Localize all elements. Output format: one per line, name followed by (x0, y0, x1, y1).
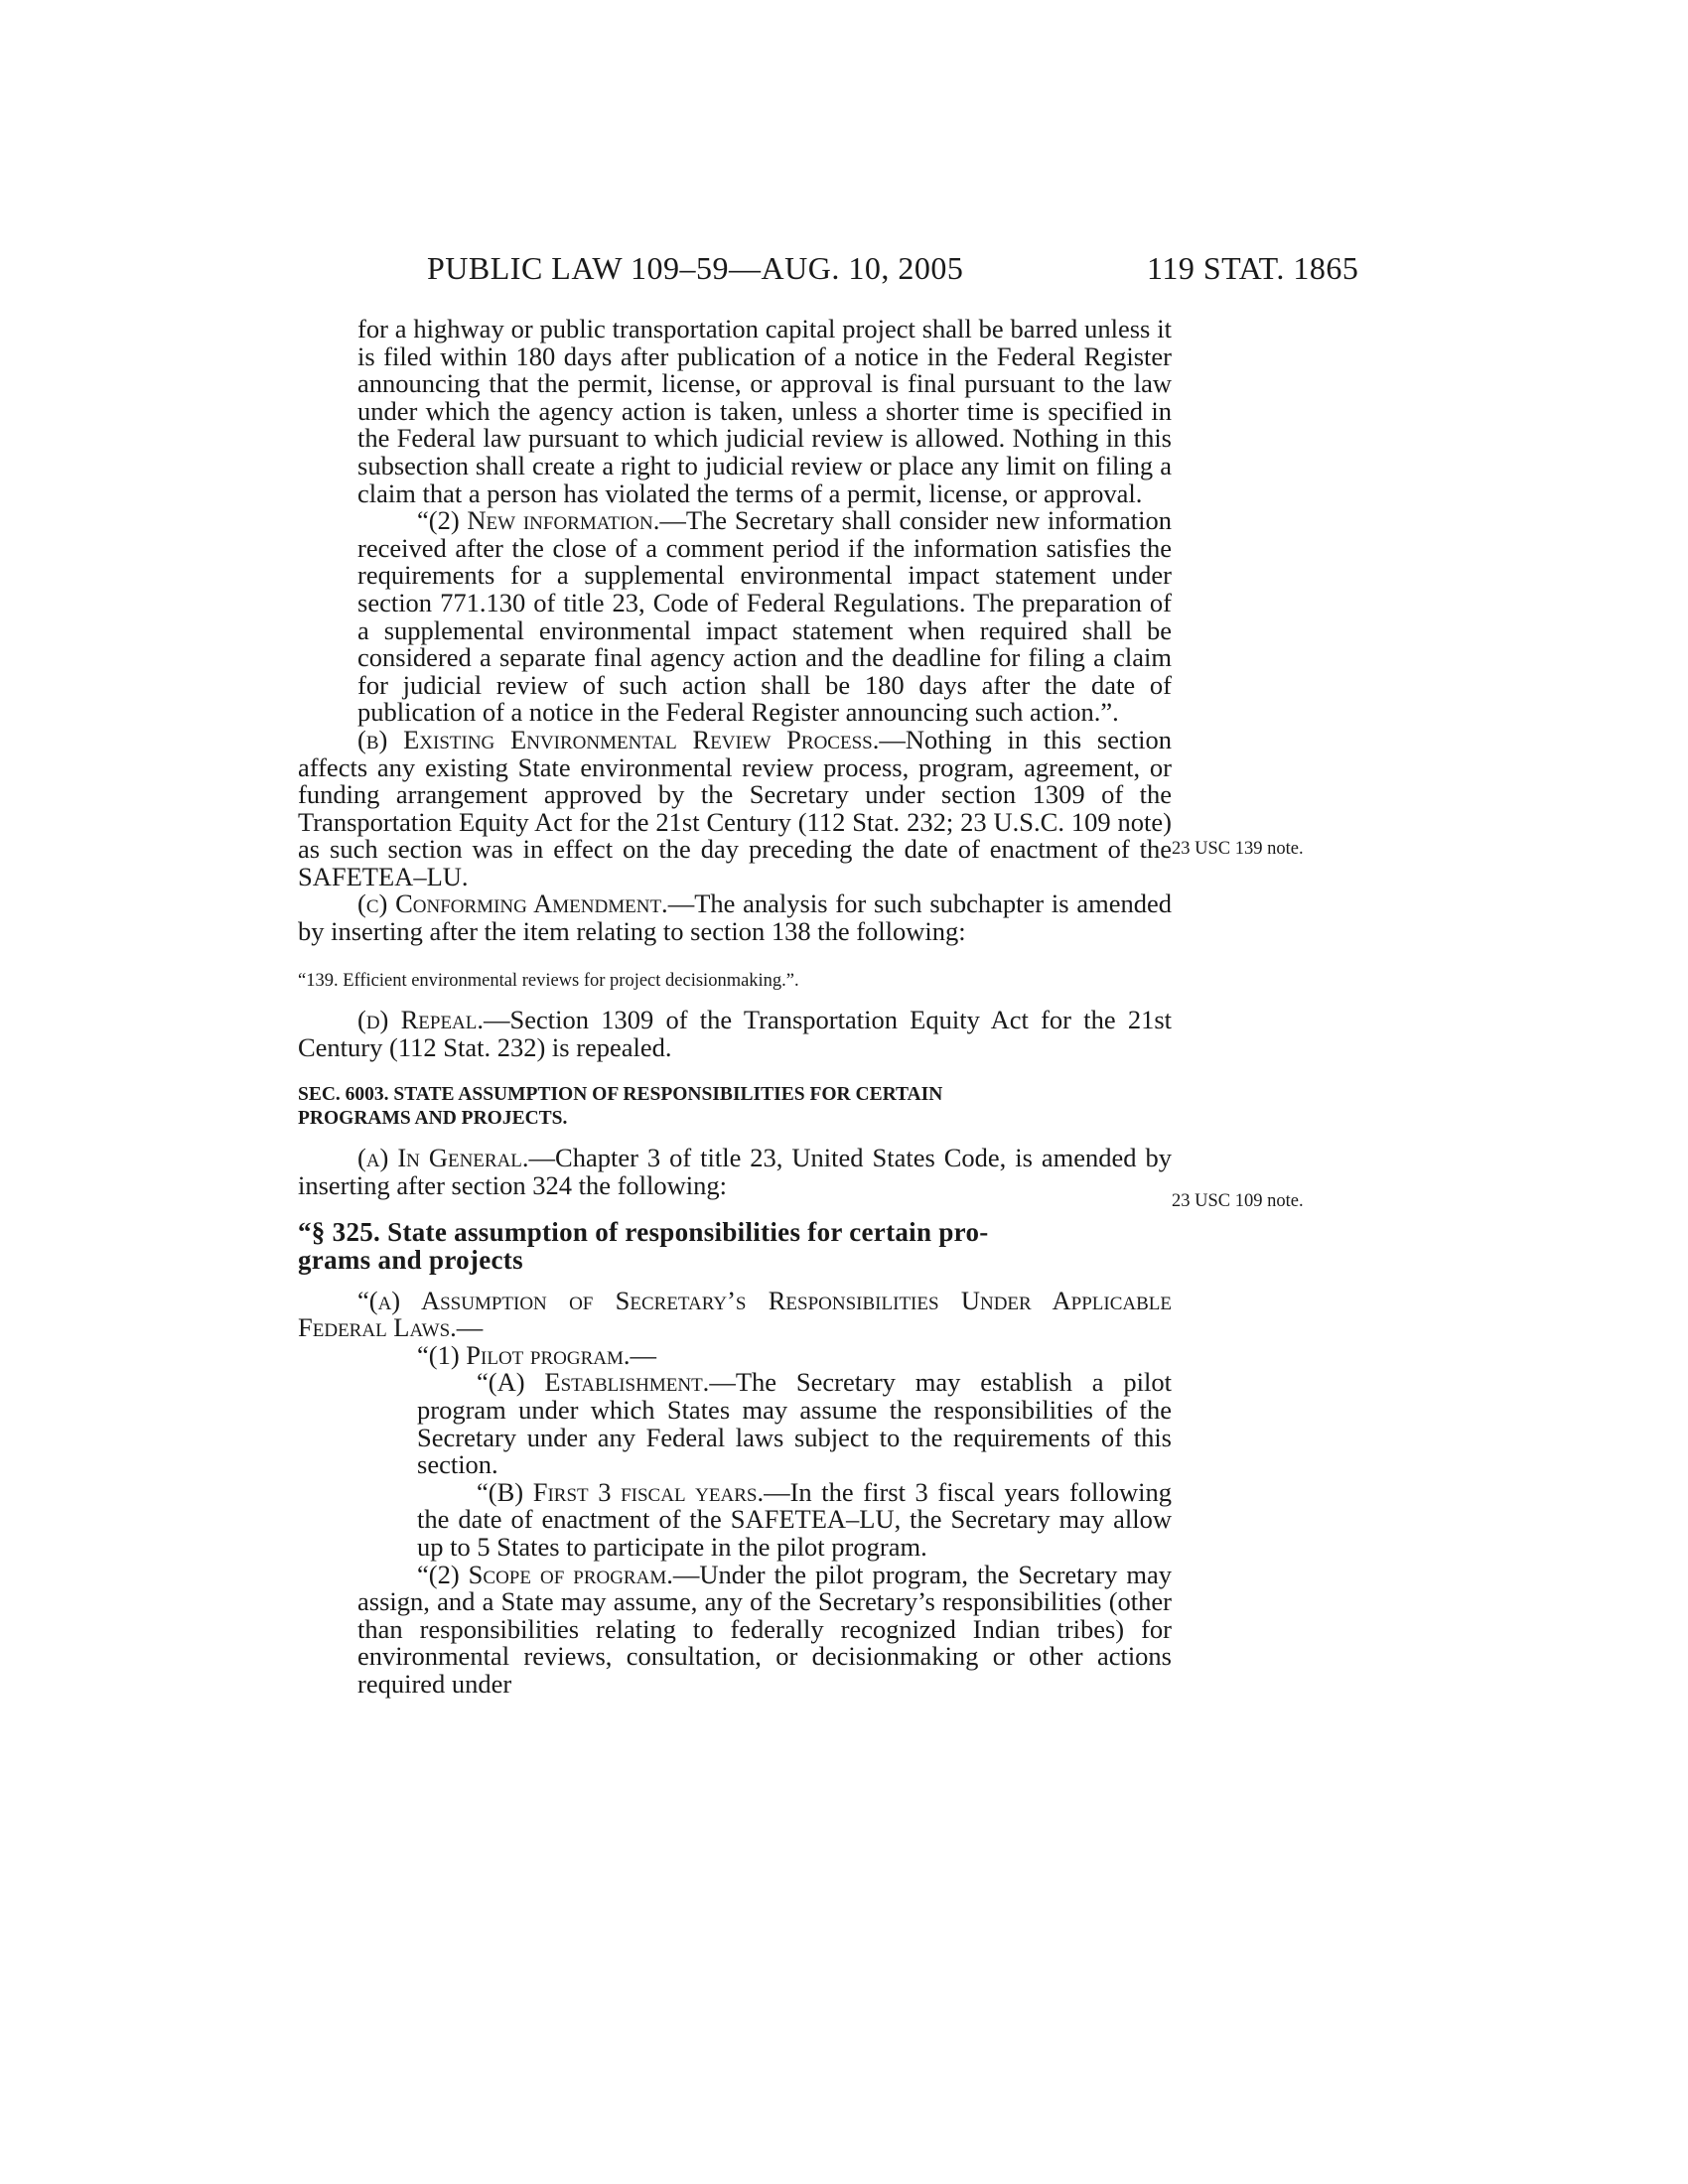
paragraph-conforming-amendment: (c) Conforming Amendment.—The analysis for such subchapter is amended by inserting after the item relating to section 138 the following: (298, 888, 1172, 947)
heading-first-3-fiscal-years: “(B) First 3 fiscal years. (477, 1476, 765, 1507)
paragraph-first-3-fiscal-years: “(B) First 3 fiscal years.—In the first 3 fiscal years following the date of enactment of the SAFETEA–LU, the Secretary may allow up to 5 States to participate in the pilot program. (417, 1476, 1172, 1562)
margin-note-usc-109: 23 USC 109 note. (1172, 1191, 1304, 1211)
text-column (298, 316, 1172, 1699)
heading-repeal: (d) Repeal. (357, 1005, 485, 1035)
heading-establishment: “(A) Establishment. (477, 1367, 710, 1398)
paragraph-repeal: (d) Repeal.—Section 1309 of the Transportation Equity Act for the 21st Century (112 Stat. 232) is repealed. (298, 1005, 1173, 1062)
heading-conforming-amendment: (c) Conforming Amendment. (357, 888, 668, 919)
heading-pilot-program: “(1) Pilot program.— (417, 1339, 657, 1370)
heading-existing-review: (b) Existing Environmental Review Process. (357, 724, 880, 754)
running-head-stat: 119 STAT. 1865 (1147, 250, 1359, 286)
paragraph-existing-review: (b) Existing Environmental Review Process.—Nothing in this section affects any existing State environmental review process, program, agreement, or funding arrangement approved by the Secretary under section 1309 of the Transportation Equity Act for the 21st Century (112 Stat. 232; 23 U.S.C. 109 note) as such section was in effect on the day preceding the date of enactment of the SAFETEA–LU. (298, 724, 1172, 891)
running-head-title: PUBLIC LAW 109–59—AUG. 10, 2005 (427, 250, 964, 286)
paragraph-in-general: (a) In General.—Chapter 3 of title 23, United States Code, is amended by inserting after section 324 the following: (298, 1143, 1173, 1201)
heading-scope-of-program: “(2) Scope of program. (417, 1559, 673, 1589)
margin-note-usc-139: 23 USC 139 note. (1172, 839, 1304, 859)
paragraph-establishment: “(A) Establishment.—The Secretary may establish a pilot program under which States may assume the responsibilities of the Secretary under any Federal laws subject to the requirements of this section. (417, 1367, 1172, 1480)
paragraph-scope-of-program: “(2) Scope of program.—Under the pilot program, the Secretary may assign, and a State may assume, any of the Secretary’s responsibilities (other than responsibilities relating to federally recognized Indian tribes) for environmental reviews, consultation, or decisionmaking or other actions required under (357, 1559, 1172, 1699)
heading-assumption-of-responsibilities: “(a) Assumption of Secretary’s Responsibilities Under Applicable Federal Laws.— (298, 1285, 1172, 1343)
analysis-item-139: “139. Efficient environmental reviews for project decisionmaking.”. (298, 970, 799, 991)
heading-new-information: “(2) New information. (417, 505, 660, 536)
section-6003-heading: SEC. 6003. STATE ASSUMPTION OF RESPONSIBILITIES FOR CERTAIN PROGRAMS AND PROJECTS. (298, 1084, 943, 1130)
heading-in-general: (a) In General. (357, 1143, 529, 1173)
paragraph-judicial-review: for a highway or public transportation capital project shall be barred unless it is filed within 180 days after publication of a notice in the Federal Register announcing that the permit, license, or approval is final pursuant to the law under which the agency action is taken, unless a shorter time is specified in the Federal law pursuant to which judicial review is allowed. Nothing in this subsection shall create a right to judicial review or place any limit on filing a claim that a person has violated the terms of a permit, license, or approval. (357, 314, 1172, 508)
section-325-title: “§ 325. State assumption of responsibilities for certain pro- grams and projects (298, 1216, 989, 1275)
paragraph-new-information: “(2) New information.—The Secretary shall consider new information received after the close of a comment period if the information satisfies the requirements for a supplemental environmental impact statement under section 771.130 of title 23, Code of Federal Regulations. The preparation of a supplemental environmental impact statement when required shall be considered a separate final agency action and the deadline for filing a claim for judicial review of such action shall be 180 days after the date of publication of a notice in the Federal Register announcing such action.”. (357, 505, 1172, 728)
